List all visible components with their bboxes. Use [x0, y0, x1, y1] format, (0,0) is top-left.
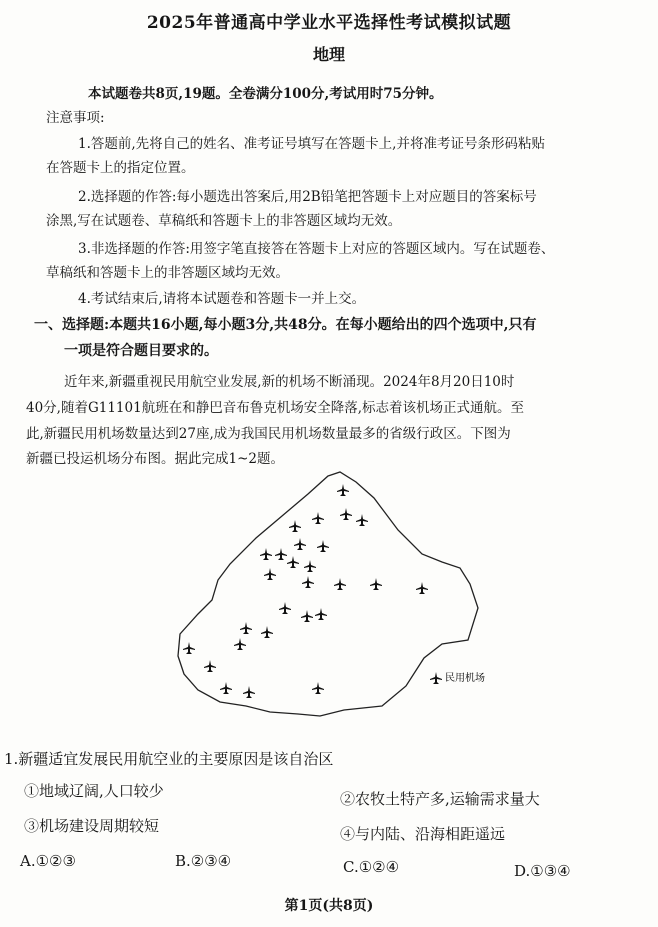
airplane-icon: [183, 642, 195, 654]
airplane-icon: [289, 520, 301, 532]
choice-a: A.①②③: [20, 852, 76, 870]
airplane-icon: [260, 548, 272, 560]
airplane-icon: [240, 622, 252, 634]
airplane-icon: [204, 660, 216, 672]
airplane-icon: [243, 686, 255, 698]
airplane-icon: [370, 578, 382, 590]
legend-airplane-icon: [430, 672, 442, 684]
airplane-icon: [301, 610, 313, 622]
subject-title: 地理: [312, 45, 345, 64]
passage-line: 40分,随着G11101航班在和静巴音布鲁克机场安全降落,标志着该机场正式通航。至: [26, 400, 524, 416]
notice-line: 4.考试结束后,请将本试题卷和答题卡一并上交。: [78, 291, 366, 307]
airplane-icon: [294, 538, 306, 550]
page-footer: 第1页(共8页): [284, 898, 374, 914]
airplane-icon: [279, 602, 291, 614]
notice-line: 2.选择题的作答:每小题选出答案后,用2B铅笔把答题卡上对应题目的答案标号: [78, 189, 537, 205]
notice-line: 3.非选择题的作答:用签字笔直接答在答题卡上对应的答题区域内。写在试题卷、: [78, 241, 555, 257]
notice-line: 在答题卡上的指定位置。: [46, 160, 195, 176]
airplane-icon: [317, 540, 329, 552]
section-heading: 一、选择题:本题共16小题,每小题3分,共48分。在每小题给出的四个选项中,只有: [34, 317, 537, 333]
choice-b: B.②③④: [175, 852, 232, 870]
airplane-icon: [264, 568, 276, 580]
airplane-icon: [340, 508, 352, 520]
passage-line: 此,新疆民用机场数量达到27座,成为我国民用机场数量最多的省级行政区。下图为: [26, 426, 511, 442]
notice-line: 1.答题前,先将自己的姓名、准考证号填写在答题卡上,并将准考证号条形码粘贴: [78, 136, 545, 152]
airport-markers: [183, 484, 428, 698]
airplane-icon: [334, 578, 346, 590]
choice-d: D.①③④: [514, 862, 571, 880]
airplane-icon: [416, 582, 428, 594]
airplane-icon: [302, 576, 314, 588]
statement-3: ③机场建设周期较短: [24, 817, 160, 835]
statement-4: ④与内陆、沿海相距遥远: [340, 825, 506, 843]
notice-line: 涂黑,写在试题卷、草稿纸和答题卡上的非答题区域均无效。: [46, 213, 402, 229]
airplane-icon: [234, 638, 246, 650]
passage-line: 新疆已投运机场分布图。据此完成1~2题。: [26, 451, 284, 467]
airplane-icon: [337, 484, 349, 496]
section-heading-cont: 一项是符合题目要求的。: [64, 343, 218, 359]
airplane-icon: [275, 548, 287, 560]
choice-c: C.①②④: [343, 858, 400, 876]
airplane-icon: [287, 556, 299, 568]
airplane-icon: [312, 682, 324, 694]
passage-line: 近年来,新疆重视民用航空业发展,新的机场不断涌现。2024年8月20日10时: [64, 374, 515, 390]
notice-heading: 注意事项:: [46, 110, 105, 126]
airplane-icon: [356, 514, 368, 526]
statement-2: ②农牧土特产多,运输需求量大: [340, 790, 540, 808]
airplane-icon: [304, 560, 316, 572]
exam-intro: 本试题卷共8页,19题。全卷满分100分,考试用时75分钟。: [88, 86, 443, 102]
airplane-icon: [261, 626, 273, 638]
airplane-icon: [312, 512, 324, 524]
notice-line: 草稿纸和答题卡上的非答题区域均无效。: [46, 265, 289, 281]
airplane-icon: [315, 608, 327, 620]
xinjiang-airport-map: [160, 468, 500, 728]
statement-1: ①地域辽阔,人口较少: [24, 782, 164, 800]
map-legend-label: 民用机场: [445, 673, 485, 684]
question-1-stem: 1.新疆适宜发展民用航空业的主要原因是该自治区: [4, 750, 334, 768]
exam-title: 2025年普通高中学业水平选择性考试模拟试题: [146, 13, 512, 33]
airplane-icon: [220, 682, 232, 694]
xinjiang-outline: [178, 472, 478, 716]
